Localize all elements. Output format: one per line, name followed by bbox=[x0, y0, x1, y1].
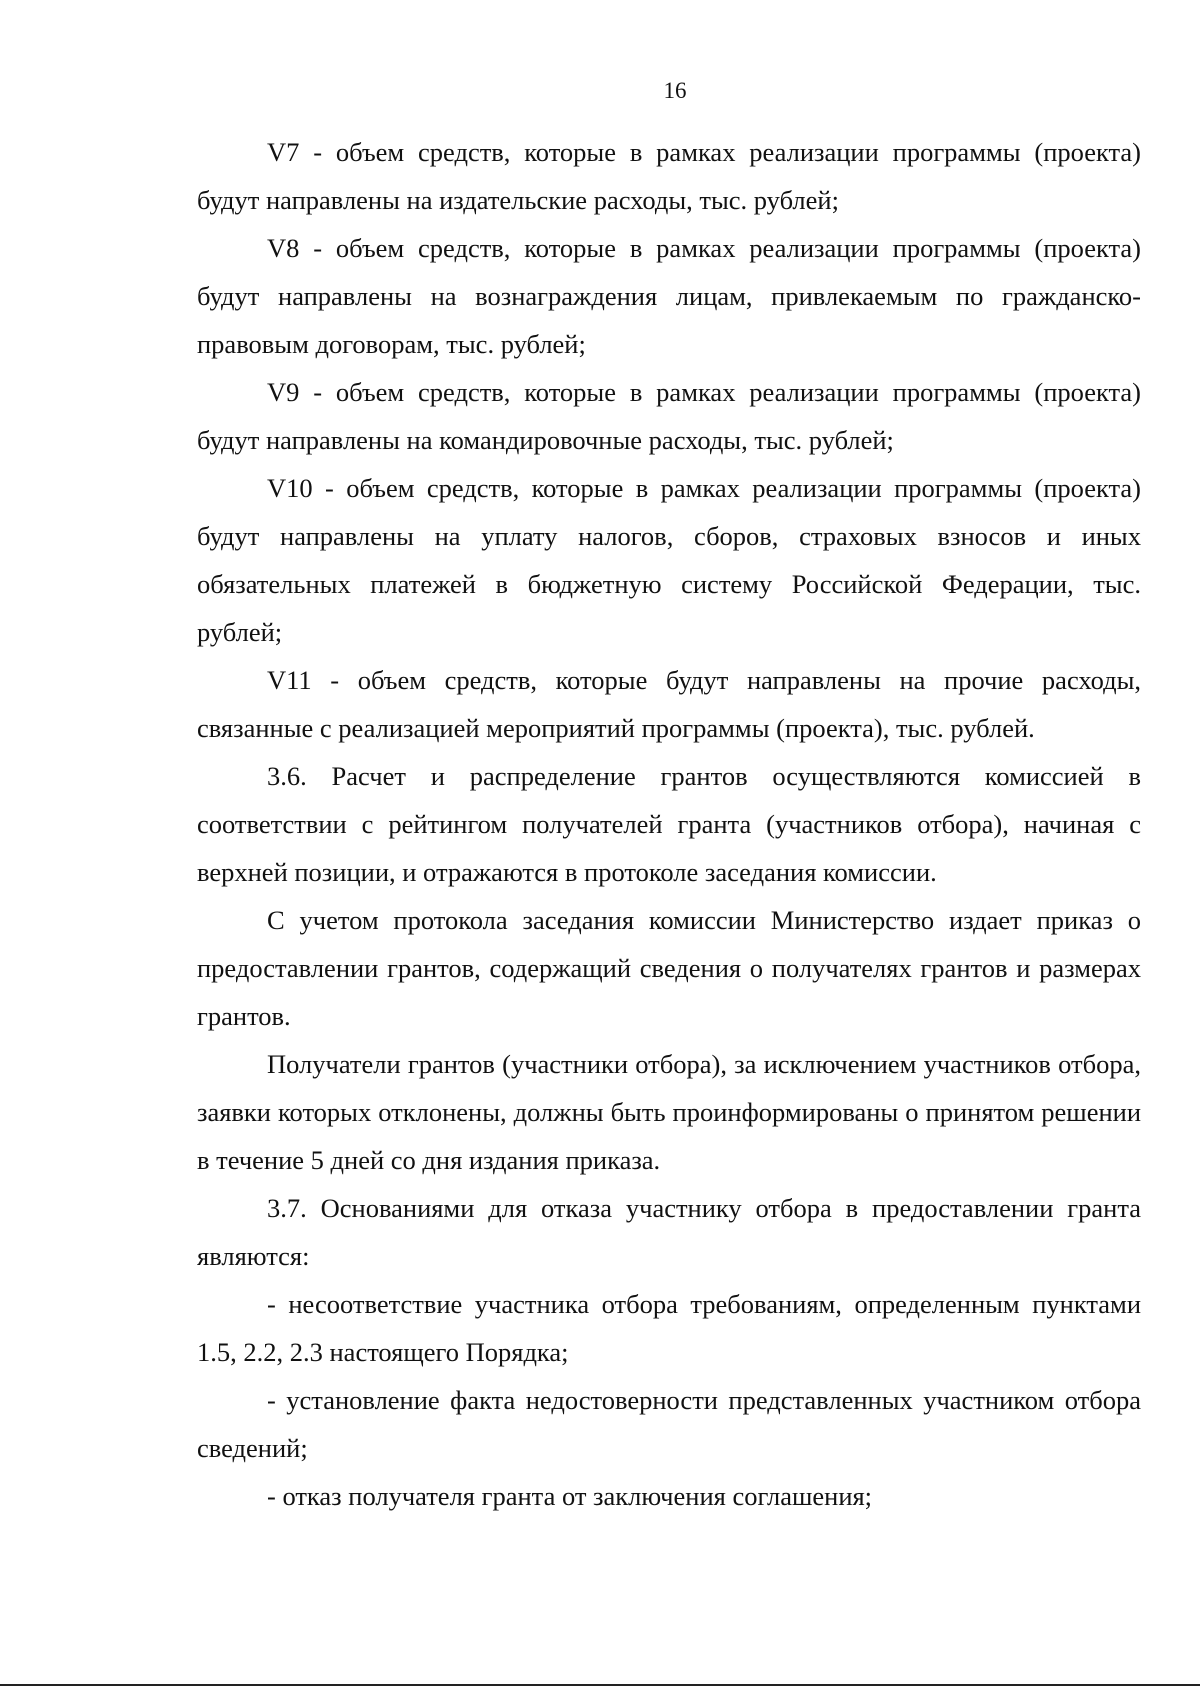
paragraph-v10: V10 - объем средств, которые в рамках реализации программы (проекта) будут направлены на уплату налогов, сборов, страховых взносов и иных обязательных платежей в бюджетную систему Российской Федерации, тыс. рублей; bbox=[197, 473, 1141, 647]
document-body bbox=[197, 128, 1141, 1520]
list-item-refusal: - отказ получателя гранта от заключения соглашения; bbox=[267, 1481, 873, 1511]
list-item-false-information: - установление факта недостоверности представленных участником отбора сведений; bbox=[197, 1385, 1141, 1463]
paragraph-v7: V7 - объем средств, которые в рамках реализации программы (проекта) будут направлены на издательские расходы, тыс. рублей; bbox=[197, 137, 1141, 215]
list-item-noncompliance: - несоответствие участника отбора требованиям, определенным пунктами 1.5, 2.2, 2.3 настоящего Порядка; bbox=[197, 1289, 1141, 1367]
paragraph-v11: V11 - объем средств, которые будут направлены на прочие расходы, связанные с реализацией мероприятий программы (проекта), тыс. рублей. bbox=[197, 665, 1141, 743]
paragraph-3-6: 3.6. Расчет и распределение грантов осуществляются комиссией в соответствии с рейтингом получателей гранта (участников отбора), начиная с верхней позиции, и отражаются в протоколе заседания комиссии. bbox=[197, 761, 1141, 887]
paragraph-v8: V8 - объем средств, которые в рамках реализации программы (проекта) будут направлены на вознаграждения лицам, привлекаемым по гражданско-правовым договорам, тыс. рублей; bbox=[197, 233, 1141, 359]
paragraph-order: С учетом протокола заседания комиссии Министерство издает приказ о предоставлении грантов, содержащий сведения о получателях грантов и размерах грантов. bbox=[197, 905, 1141, 1031]
page-number: 16 bbox=[663, 78, 687, 103]
paragraph-notification: Получатели грантов (участники отбора), за исключением участников отбора, заявки которых отклонены, должны быть проинформированы о принятом решении в течение 5 дней со дня издания приказа. bbox=[197, 1049, 1141, 1175]
page-bottom-rule bbox=[0, 1684, 1200, 1686]
paragraph-v9: V9 - объем средств, которые в рамках реализации программы (проекта) будут направлены на командировочные расходы, тыс. рублей; bbox=[197, 377, 1141, 455]
paragraph-3-7: 3.7. Основаниями для отказа участнику отбора в предоставлении гранта являются: bbox=[197, 1193, 1141, 1271]
